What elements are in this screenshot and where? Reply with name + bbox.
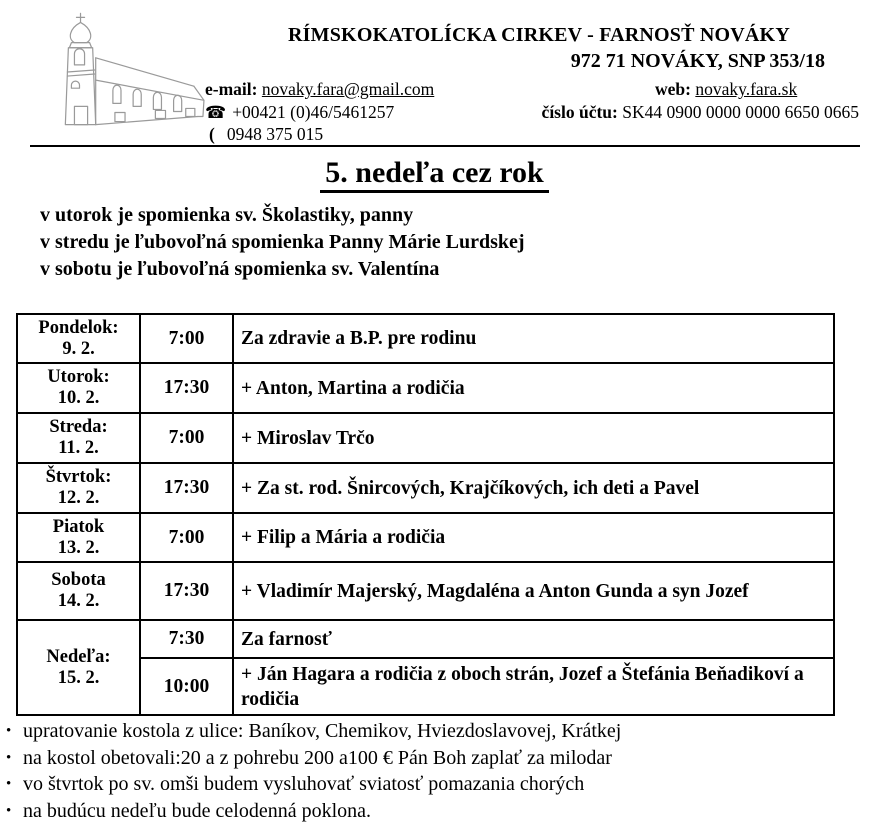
header-divider [30,145,860,147]
email-label: e-mail: [205,79,258,99]
mobile-number: 0948 375 015 [226,124,324,144]
announcements [6,718,864,824]
web-row [655,79,797,100]
intention-cell: + Vladimír Majerský, Magdaléna a Anton Gunda a syn Jozef [233,562,834,620]
organization-name: RÍMSKOKATOLÍCKA CIRKEV - FARNOSŤ NOVÁKY [288,24,790,46]
mobile-phone-icon: ( [209,124,215,144]
intention-cell: + Za st. rod. Šnircových, Krajčíkových, ich deti a Pavel [233,463,834,513]
table-row [17,513,834,562]
time-cell: 7:00 [140,513,233,562]
time-cell: 17:30 [140,363,233,413]
announcement-item [6,771,864,798]
intention-cell: + Miroslav Trčo [233,413,834,463]
phone-number: +00421 (0)46/5461257 [232,102,395,122]
announcement-text: vo štvrtok po sv. omši budem vysluhovať sviatosť pomazania chorých [23,773,585,795]
telephone-icon: ☎ [205,103,227,122]
church-illustration [36,10,208,134]
mobile-row [209,124,323,145]
page-title: 5. nedeľa cez rok [0,156,869,190]
table-row [17,562,834,620]
bullet-dot: • [6,749,12,766]
address-line: 972 71 NOVÁKY, SNP 353/18 [570,50,825,72]
announcement-text: na budúcu nedeľu bude celodenná poklona. [23,799,372,822]
mass-schedule-table [16,313,835,716]
table-row [17,658,834,715]
intention-cell: + Anton, Martina a rodičia [233,363,834,413]
time-cell: 10:00 [140,658,233,715]
time-cell: 7:00 [140,413,233,463]
phone-row [205,102,394,123]
time-cell: 7:30 [140,620,233,658]
web-link[interactable]: novaky.fara.sk [695,79,798,99]
note-line: v sobotu je ľubovoľná spomienka sv. Valentína [40,258,440,280]
time-cell: 7:00 [140,314,233,363]
table-row [17,314,834,363]
intention-cell: + Ján Hagara a rodičia z oboch strán, Jozef a Štefánia Beňadikoví a rodičia [233,658,834,715]
table-row [17,463,834,513]
account-row [542,102,859,123]
time-cell: 17:30 [140,562,233,620]
intention-cell: + Filip a Mária a rodičia [233,513,834,562]
bullet-dot: • [6,723,12,739]
account-label: číslo účtu: [541,102,618,122]
announcement-text: na kostol obetovali:20 a z pohrebu 200 a100 € Pán Boh zaplať za milodar [23,746,612,769]
table-row [17,413,834,463]
day-cell: Nedeľa: 15. 2. [17,620,140,715]
day-cell: Piatok 13. 2. [17,513,140,562]
table-row [17,620,834,658]
time-cell: 17:30 [140,463,233,513]
intention-cell: Za zdravie a B.P. pre rodinu [233,314,834,363]
day-cell: Štvrtok: 12. 2. [17,463,140,513]
bullet-dot: • [6,802,12,819]
announcement-item [6,798,864,825]
intention-cell: Za farnosť [233,620,834,658]
note-line: v stredu je ľubovoľná spomienka Panny Márie Lurdskej [40,231,525,253]
announcement-item [6,718,864,745]
day-cell: Utorok: 10. 2. [17,363,140,413]
announcement-text: upratovanie kostola z ulice: Baníkov, Chemikov, Hviezdoslavovej, Krátkej [23,720,622,742]
liturgical-notes [40,202,525,283]
day-cell: Streda: 11. 2. [17,413,140,463]
account-number: SK44 0900 0000 0000 6650 0665 [622,102,859,122]
day-cell: Sobota 14. 2. [17,562,140,620]
email-link[interactable]: novaky.fara@gmail.com [261,79,435,99]
day-cell: Pondelok: 9. 2. [17,314,140,363]
bullet-dot: • [6,776,12,792]
web-label: web: [655,79,691,99]
email-row [205,79,434,100]
announcement-item [6,745,864,772]
note-line: v utorok je spomienka sv. Školastiky, panny [40,204,414,226]
table-row [17,363,834,413]
